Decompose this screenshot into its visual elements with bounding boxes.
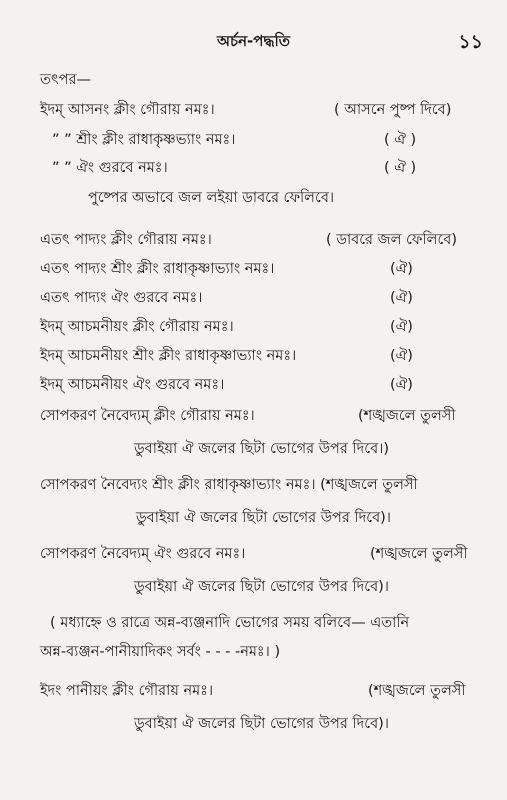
instruction-note: ( ডাবরে জল ফেলিবে) [326, 232, 457, 248]
verse-line: ইদং পানীয়ং ক্লীং গৌরায় নমঃ। [40, 683, 214, 699]
verse-line: এতৎ পাদ্যং ঐং গুরবে নমঃ। [40, 290, 203, 306]
verse-line: এতৎ পাদ্যং ক্লীং গৌরায় নমঃ। [40, 232, 212, 248]
instruction-line: ডুবাইয়া ঐ জলের ছিটা ভোগের উপর দিবে)। [134, 579, 389, 595]
instruction-note: (ঐ) [390, 290, 413, 306]
instruction-note: (ঐ) [390, 377, 413, 393]
instruction-note: ( ঐ ) [384, 132, 417, 148]
verse-line: ইদম্ আচমনীয়ং ক্লীং গৌরায় নমঃ। [40, 319, 234, 335]
instruction-note: (ঐ) [390, 261, 413, 277]
instruction-note: (ঐ) [390, 348, 413, 364]
instruction-note: (শঙ্খজলে তুলসী [370, 546, 468, 562]
instruction-line: পুষ্পের অভাবে জল লইয়া ডাবরে ফেলিবে। [88, 190, 335, 206]
verse-line: সোপকরণ নৈবেদ্যং শ্রীং ক্লীং রাধাকৃষ্ণাভ্যাং নমঃ। (শঙ্খজলে তুলসী [40, 477, 418, 493]
verse-line: এতৎ পাদ্যং শ্রীং ক্লীং রাধাকৃষ্ণাভ্যাং নমঃ। [40, 261, 275, 277]
verse-line: ” ” ঐং গুরবে নমঃ। [52, 160, 168, 176]
instruction-note: ( আসনে পুষ্প দিবে) [334, 102, 452, 118]
verse-line: ইদম্ আচমনীয়ং ঐং গুরবে নমঃ। [40, 377, 225, 393]
instruction-note: (ঐ) [390, 319, 413, 335]
instruction-note: ( ঐ ) [384, 160, 417, 176]
intro-line: তৎপর— [40, 72, 91, 88]
verse-line: সোপকরণ নৈবেদ্যম্ ঐং গুরবে নমঃ। [40, 546, 246, 562]
instruction-note: (শঙ্খজলে তুলসী [368, 683, 466, 699]
verse-line: ” ” শ্রীং ক্লীং রাধাকৃষ্ণভ্যাং নমঃ। [52, 132, 236, 148]
instruction-note: (শঙ্খজলে তুলসী [358, 408, 456, 424]
instruction-line: অন্ন-ব্যঞ্জন-পানীয়াদিকং সর্বং - - - -নমঃ। ) [40, 644, 281, 660]
verse-line: ইদম্ আচমনীয়ং শ্রীং ক্লীং রাধাকৃষ্ণাভ্যাং নমঃ। [40, 348, 297, 364]
instruction-line: ডুবাইয়া ঐ জলের ছিটা ভোগের উপর দিবে।) [134, 441, 389, 457]
page-number: ১১ [458, 31, 483, 53]
verse-line: ইদম্ আসনং ক্লীং গৌরায় নমঃ। [40, 102, 215, 118]
instruction-line: ( মধ্যাহ্নে ও রাত্রে অন্ন-ব্যঞ্জনাদি ভোগের সময় বলিবে— এতানি [50, 615, 410, 631]
instruction-line: ডুবাইয়া ঐ জলের ছিটা ভোগের উপর দিবে)। [134, 716, 389, 732]
running-title: অর্চন-পদ্ধতি [217, 32, 290, 50]
instruction-line: ডুবাইয়া ঐ জলের ছিটা ভোগের উপর দিবে)। [136, 510, 391, 526]
verse-line: সোপকরণ নৈবেদ্যম্ ক্লীং গৌরায় নমঃ। [40, 408, 255, 424]
